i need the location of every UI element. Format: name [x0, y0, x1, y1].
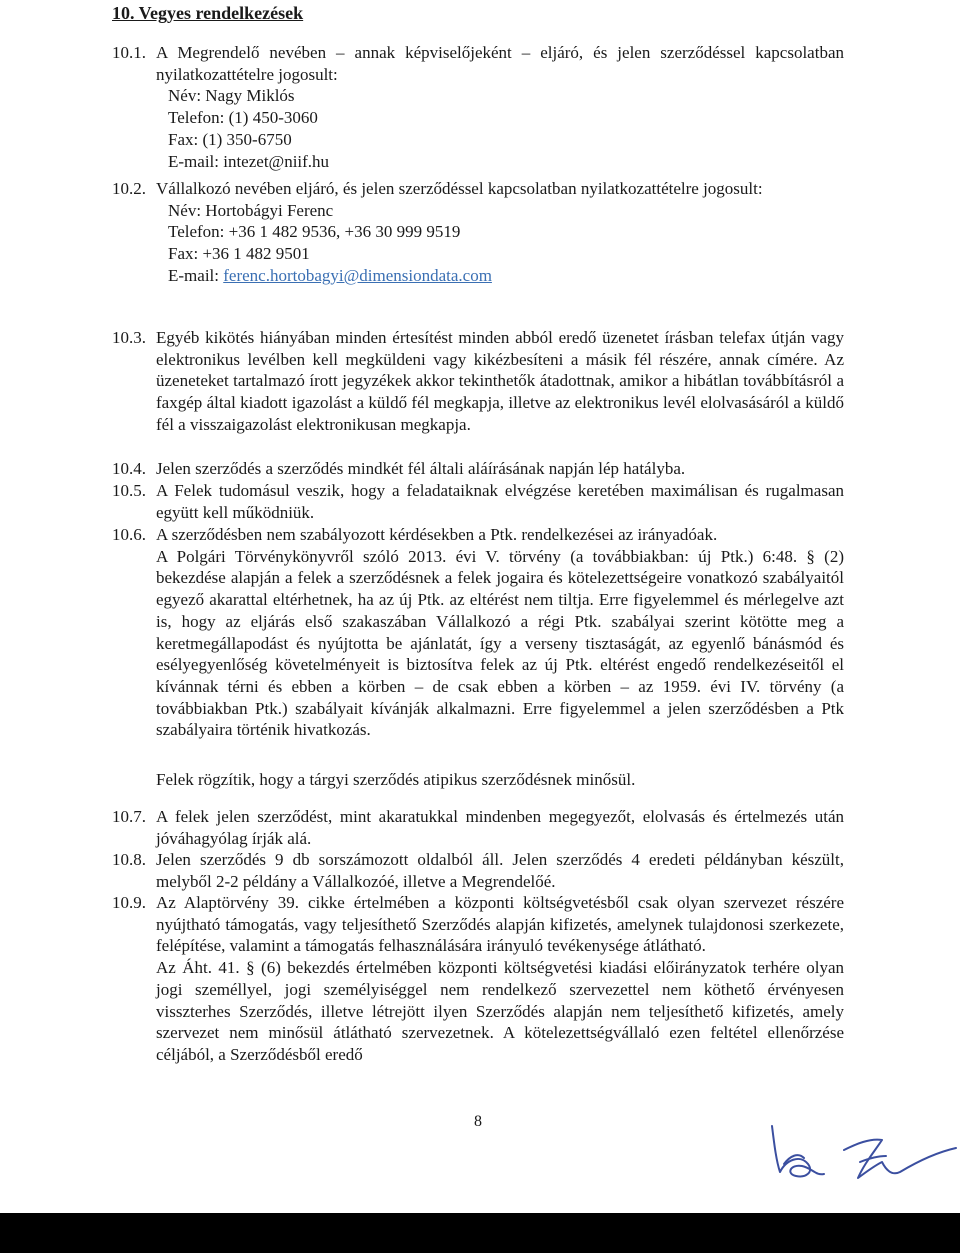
contact-name: Név: Hortobágyi Ferenc	[168, 200, 334, 220]
section-10-3	[112, 327, 844, 436]
section-10-5	[112, 480, 844, 523]
contact-email: E-mail: intezet@niif.hu	[168, 151, 330, 171]
section-text: A szerződésben nem szabályozott kérdésekben a Ptk. rendelkezései az irányadóak.	[156, 525, 718, 544]
section-text: A Felek tudomásul veszik, hogy a feladataiknak elvégzése keretében maximálisan és rugalmasan együtt kell működniük.	[156, 481, 844, 522]
section-10-6	[112, 524, 844, 791]
section-text: Egyéb kikötés hiányában minden értesítést minden abból eredő üzenetet írásban telefax útján vagy elektronikus levélben kell megküldeni vagy kikézbesíteni a másik fél részére, annak címére. Az üzeneteket tartalmazó írott jegyzékek akkor tekinthetők átadottnak, amikor a hibátlan továbbításról a faxgép által kiadott igazolást a küldő fél megkapja, illetve az elektronikus levél elolvasásáról a küldő fél a visszaigazolást elektronikusan megkapja.	[156, 328, 844, 434]
section-10-7	[112, 806, 844, 849]
section-number: 10.1.	[112, 43, 146, 62]
page-number: 8	[474, 1113, 482, 1130]
section-number: 10.5.	[112, 481, 146, 500]
contact-phone: Telefon: +36 1 482 9536, +36 30 999 9519	[168, 222, 461, 242]
contact-block-megrendelo	[168, 85, 844, 172]
section-text: A felek jelen szerződést, mint akaratukkal mindenben megegyezőt, elolvasás és értelmezés után jóváhagyólag írják alá.	[156, 807, 844, 848]
section-number: 10.9.	[112, 893, 146, 912]
section-text: Vállalkozó nevében eljáró, és jelen szerződéssel kapcsolatban nyilatkozattételre jogosult:	[156, 179, 763, 198]
contact-name: Név: Nagy Miklós	[168, 86, 295, 106]
section-number: 10.7.	[112, 807, 146, 826]
section-number: 10.4.	[112, 459, 146, 478]
section-heading: 10. Vegyes rendelkezések	[112, 3, 304, 23]
contact-email	[168, 265, 844, 287]
contact-fax: Fax: (1) 350-6750	[168, 129, 292, 149]
section-text: A Polgári Törvénykönyvről szóló 2013. évi V. törvény (a továbbiakban: új Ptk.) 6:48. § (2) bekezdése alapján a felek a szerződésnek a felek jogaira és kötelezettségeire vonatkozó szabályaitól egyező akarattal eltérhetnek, ha az új Ptk. az eltérést nem tiltja. Erre figyelemmel és mérlegelve azt is, hogy az eljárás első szakaszában Vállalkozó a régi Ptk. szabályai szerint kötötte meg a keretmegállapodást és nyújtotta be ajánlatát, így a verseny tisztaságát, az egyenlő bánásmód és esélyegyenlőség követelményeit is biztosítva felek az új Ptk. eltérést engedő rendelkezéseitől el kívánnak térni és ebben a körben – de csak ebben a körben – az 1959. évi IV. törvény (a továbbiakban Ptk.) szabályait kívánják alkalmazni. Erre figyelemmel a jelen szerződésben a Ptk szabályaira történik hivatkozás.	[156, 546, 844, 740]
contact-block-vallalkozo	[168, 200, 844, 287]
section-text: Az Áht. 41. § (6) bekezdés értelmében központi költségvetési kiadási előirányzatok terhére olyan jogi személlyel, jogi személyiséggel nem rendelkező szervezettel nem köthető érvényesen visszterhes Szerződés, illetve létrejött ilyen Szerződés alapján nem teljesíthető kifizetés, amely szervezet nem minősül átlátható szervezetnek. A kötelezettségvállaló ezen feltétel ellenőrzése céljából, a Szerződésből eredő	[156, 958, 844, 1064]
contact-fax: Fax: +36 1 482 9501	[168, 244, 310, 264]
section-number: 10.2.	[112, 179, 146, 198]
section-number: 10.6.	[112, 525, 146, 544]
email-link[interactable]: ferenc.hortobagyi@dimensiondata.com	[223, 265, 492, 285]
section-10-4	[112, 458, 844, 480]
section-text: Jelen szerződés a szerződés mindkét fél általi aláírásának napján lép hatályba.	[156, 459, 686, 478]
section-text: A Megrendelő nevében – annak képviselőjeként – eljáró, és jelen szerződéssel kapcsolatban nyilatkozattételre jogosult:	[156, 43, 844, 84]
section-10-1	[112, 42, 844, 172]
section-10-2	[112, 178, 844, 287]
contact-phone: Telefon: (1) 450-3060	[168, 108, 318, 128]
handwritten-signature	[760, 1112, 960, 1192]
section-text: Az Alaptörvény 39. cikke értelmében a központi költségvetésből csak olyan szervezet részére nyújtható támogatás, vagy teljesíthető Szerződés alapján kifizetés, amelynek tulajdonosi szerkezete, felépítése, valamint a támogatás felhasználására irányuló tevékenysége átlátható.	[156, 893, 844, 956]
section-10-8	[112, 849, 844, 892]
section-number: 10.8.	[112, 850, 146, 869]
email-label: E-mail:	[168, 265, 224, 285]
section-number: 10.3.	[112, 328, 146, 347]
section-text: Jelen szerződés 9 db sorszámozott oldalból áll. Jelen szerződés 4 eredeti példányban készült, melyből 2-2 példány a Vállalkozóé, illetve a Megrendelőé.	[156, 850, 844, 891]
section-10-9	[112, 892, 844, 1066]
scan-border	[0, 1213, 960, 1253]
section-text: Felek rögzítik, hogy a tárgyi szerződés atipikus szerződésnek minősül.	[156, 770, 636, 790]
